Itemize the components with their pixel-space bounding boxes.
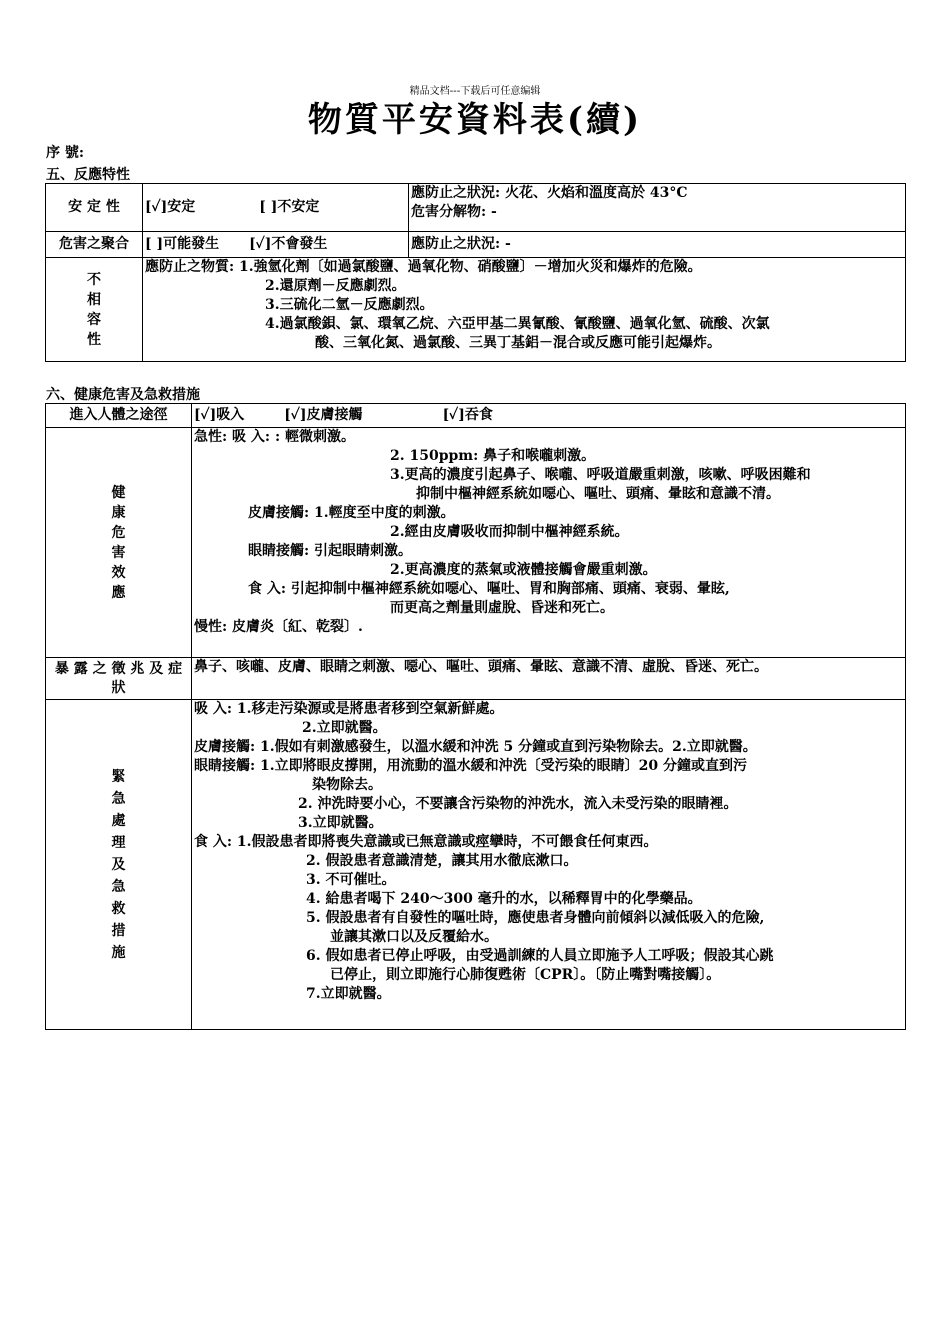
stability-conditions xyxy=(409,184,906,232)
symptoms-row xyxy=(46,658,906,700)
effects-line-11: 慢性: 皮膚炎〔紅、乾裂〕. xyxy=(194,619,363,635)
effects-line-4: 抑制中樞神經系統如噁心、嘔吐、頭痛、暈眩和意識不清。 xyxy=(416,486,780,502)
incompat-item-3: 3.三硫化二氫－反應劇烈。 xyxy=(265,297,434,313)
effects-line-6: 2.經由皮膚吸收而抑制中樞神經系統。 xyxy=(390,524,629,540)
incompat-item-4b: 酸、三氧化氮、過氯酸、三異丁基鋁－混合或反應可能引起爆炸。 xyxy=(315,335,721,351)
polymerization-avoid: 應防止之狀況: - xyxy=(409,232,906,258)
aid-line-2: 2.立即就醫。 xyxy=(302,720,387,736)
effects-line-2: 2. 150ppm: 鼻子和喉嚨刺激。 xyxy=(390,448,596,464)
health-effects-row xyxy=(46,428,906,658)
label-char: 措 xyxy=(111,922,126,939)
label-char: 不 xyxy=(87,271,101,288)
effects-line-3: 3.更高的濃度引起鼻子、喉嚨、呼吸道嚴重刺激，咳嗽、呼吸困難和 xyxy=(390,467,811,483)
first-aid-label xyxy=(46,700,192,1030)
aid-line-5: 染物除去。 xyxy=(312,777,382,793)
label-char: 處 xyxy=(111,812,126,829)
routes-options xyxy=(192,404,906,428)
symptoms-text xyxy=(192,658,906,700)
incompatibility-label xyxy=(46,258,143,362)
aid-line-3: 皮膚接觸: 1.假如有刺激感發生，以溫水緩和沖洗 5 分鐘或直到污染物除去。2.立即就醫。 xyxy=(194,739,757,755)
aid-line-10: 3. 不可催吐。 xyxy=(306,872,396,888)
unstable-checkbox[interactable]: [ ]不安定 xyxy=(259,199,320,215)
section5-heading: 五、反應特性 xyxy=(46,167,130,183)
section6-heading: 六、健康危害及急救措施 xyxy=(46,387,200,403)
label-char: 危 xyxy=(111,524,126,541)
health-effects-label xyxy=(46,428,192,658)
label-char: 施 xyxy=(111,944,126,961)
label-char: 緊 xyxy=(111,768,126,785)
incompat-item-4a: 4.過氯酸鋇、氯、環氧乙烷、六亞甲基二異氰酸、氰酸鹽、過氧化氫、硫酸、次氯 xyxy=(265,316,770,332)
label-char: 相 xyxy=(87,291,101,308)
aid-line-1: 吸 入: 1.移走污染源或是將患者移到空氣新鮮處。 xyxy=(194,701,504,717)
label-char: 害 xyxy=(111,544,126,561)
aid-line-15: 已停止，則立即施行心肺復甦術〔CPR〕。〔防止嘴對嘴接觸〕。 xyxy=(330,967,721,983)
label-char: 效 xyxy=(111,564,126,581)
route-inhalation-checkbox[interactable]: [✓]吸入 xyxy=(194,407,245,423)
health-table xyxy=(45,403,906,1030)
label-char: 應 xyxy=(111,584,126,601)
incompat-item-2: 2.還原劑－反應劇烈。 xyxy=(265,278,406,294)
route-skin-checkbox[interactable]: [✓]皮膚接觸 xyxy=(284,407,363,423)
label-char: 救 xyxy=(111,900,126,917)
watermark-text: 精品文档---下载后可任意编辑 xyxy=(409,86,541,97)
routes-label: 進入人體之途徑 xyxy=(46,404,192,428)
effects-line-8: 2.更高濃度的蒸氣或液體接觸會嚴重刺激。 xyxy=(390,562,657,578)
stability-row xyxy=(46,184,906,232)
aid-line-12: 5. 假設患者有自發性的嘔吐時，應使患者身體向前傾斜以減低吸入的危險, xyxy=(306,910,765,926)
incompatible-materials xyxy=(143,258,906,362)
polymerization-options xyxy=(143,232,409,258)
symptoms-label: 暴 露 之 徵 兆 及 症 狀 xyxy=(46,658,192,700)
aid-line-16: 7.立即就醫。 xyxy=(306,986,391,1002)
label-char: 性 xyxy=(87,331,101,348)
polymerization-label: 危害之聚合 xyxy=(46,232,143,258)
stability-avoid: 應防止之狀況: 火花、火焰和溫度高於 43°C xyxy=(411,185,688,201)
aid-line-14: 6. 假如患者已停止呼吸，由受過訓練的人員立即施予人工呼吸；假設其心跳 xyxy=(306,948,774,964)
aid-line-11: 4. 給患者喝下 240～300 毫升的水，以稀釋胃中的化學藥品。 xyxy=(306,891,702,907)
label-char: 理 xyxy=(111,834,126,851)
first-aid-content xyxy=(192,700,906,1030)
route-ingestion-checkbox[interactable]: [✓]吞食 xyxy=(442,407,493,423)
reactivity-table xyxy=(45,183,906,362)
stability-options xyxy=(143,184,409,232)
label-char: 急 xyxy=(111,878,126,895)
label-char: 健 xyxy=(111,484,126,501)
effects-line-5: 皮膚接觸: 1.輕度至中度的刺激。 xyxy=(248,505,455,521)
stability-label: 安 定 性 xyxy=(46,184,143,232)
incompat-item-1: 1.強氫化劑〔如過氯酸鹽、過氧化物、硝酸鹽〕－增加火災和爆炸的危險。 xyxy=(239,259,702,275)
effects-line-1: 急性: 吸 入: : 輕微刺激。 xyxy=(194,429,355,445)
aid-line-9: 2. 假設患者意識清楚，讓其用水徹底漱口。 xyxy=(306,853,578,869)
incompat-prefix: 應防止之物質: xyxy=(145,259,235,275)
health-effects-content xyxy=(192,428,906,658)
page-title: 物質平安資料表(續) xyxy=(307,100,643,140)
label-char: 容 xyxy=(87,311,101,328)
symptoms-content: 鼻子、咳嚨、皮膚、眼睛之刺激、噁心、嘔吐、頭痛、暈眩、意識不清、虛脫、昏迷、死亡。 xyxy=(194,659,768,675)
aid-line-7: 3.立即就醫。 xyxy=(298,815,383,831)
serial-label: 序 號: xyxy=(46,145,85,161)
label-char: 急 xyxy=(111,790,126,807)
effects-line-10: 而更高之劑量則虛脫、昏迷和死亡。 xyxy=(390,600,614,616)
incompatibility-row xyxy=(46,258,906,362)
routes-row xyxy=(46,404,906,428)
decomposition-products: 危害分解物: - xyxy=(411,204,497,220)
aid-line-4: 眼睛接觸: 1.立即將眼皮撐開，用流動的溫水緩和沖洗〔受污染的眼睛〕20 分鐘或直到污 xyxy=(194,758,748,774)
label-char: 康 xyxy=(111,504,126,521)
effects-line-7: 眼睛接觸: 引起眼睛刺激。 xyxy=(248,543,413,559)
aid-line-6: 2. 沖洗時要小心，不要讓含污染物的沖洗水，流入未受污染的眼睛裡。 xyxy=(298,796,738,812)
possible-checkbox[interactable]: [ ]可能發生 xyxy=(145,236,220,252)
aid-line-13: 並讓其漱口以及反覆給水。 xyxy=(330,929,498,945)
effects-line-9: 食 入: 引起抑制中樞神經系統如噁心、嘔吐、胃和胸部痛、頭痛、衰弱、暈眩, xyxy=(248,581,730,597)
polymerization-row xyxy=(46,232,906,258)
first-aid-row xyxy=(46,700,906,1030)
stable-checkbox[interactable]: [✓]安定 xyxy=(145,199,196,215)
aid-line-8: 食 入: 1.假設患者即將喪失意識或已無意識或痙攣時，不可餵食任何東西。 xyxy=(194,834,658,850)
label-char: 及 xyxy=(111,856,126,873)
not-occur-checkbox[interactable]: [✓]不會發生 xyxy=(249,236,328,252)
